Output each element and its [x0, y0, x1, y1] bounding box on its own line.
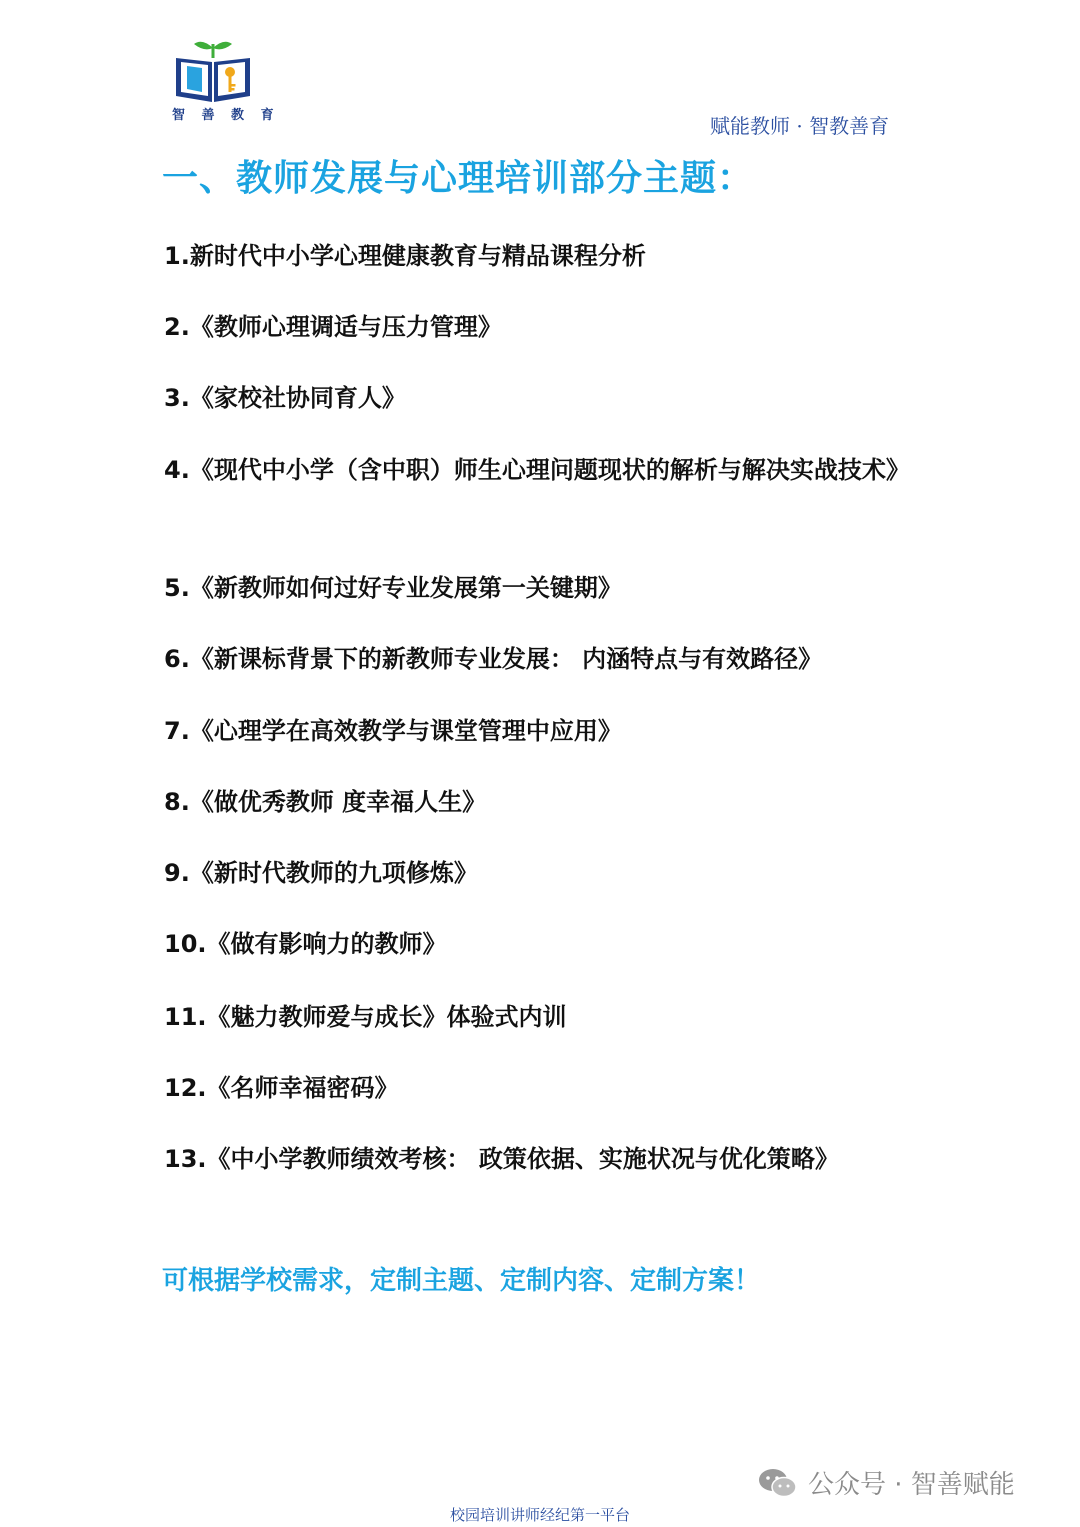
topic-item: 9.《新时代教师的九项修炼》 [164, 859, 478, 887]
section-heading: 一、教师发展与心理培训部分主题： [162, 158, 755, 199]
topic-item: 5.《新教师如何过好专业发展第一关键期》 [164, 574, 622, 602]
topic-item: 7.《心理学在高效教学与课堂管理中应用》 [164, 717, 622, 745]
wechat-icon [758, 1466, 798, 1500]
topic-item: 1.新时代中小学心理健康教育与精品课程分析 [164, 242, 646, 270]
wechat-watermark [758, 1464, 1015, 1501]
book-key-logo-icon [168, 36, 258, 106]
topic-item: 6.《新课标背景下的新教师专业发展： 内涵特点与有效路径》 [164, 645, 823, 673]
topic-item: 10.《做有影响力的教师》 [164, 930, 447, 958]
watermark-text: 公众号 · 智善赋能 [808, 1470, 1015, 1500]
topic-item: 13.《中小学教师绩效考核： 政策依据、实施状况与优化策略》 [164, 1145, 839, 1173]
topic-item: 3.《家校社协同育人》 [164, 384, 406, 412]
topic-item: 8.《做优秀教师 度幸福人生》 [164, 788, 487, 816]
page-footer: 校园培训讲师经纪第一平台 [449, 1506, 630, 1524]
topic-item: 4.《现代中小学（含中职）师生心理问题现状的解析与解决实战技术》 [164, 456, 910, 484]
header-slogan: 赋能教师 · 智教善育 [710, 114, 890, 138]
topic-item: 2.《教师心理调适与压力管理》 [164, 313, 502, 341]
logo-text: 智 善 教 育 [172, 108, 280, 123]
custom-service-note: 可根据学校需求，定制主题、定制内容、定制方案！ [162, 1266, 761, 1296]
topic-item: 12.《名师幸福密码》 [164, 1074, 399, 1102]
topic-item: 11.《魅力教师爱与成长》体验式内训 [164, 1003, 567, 1031]
